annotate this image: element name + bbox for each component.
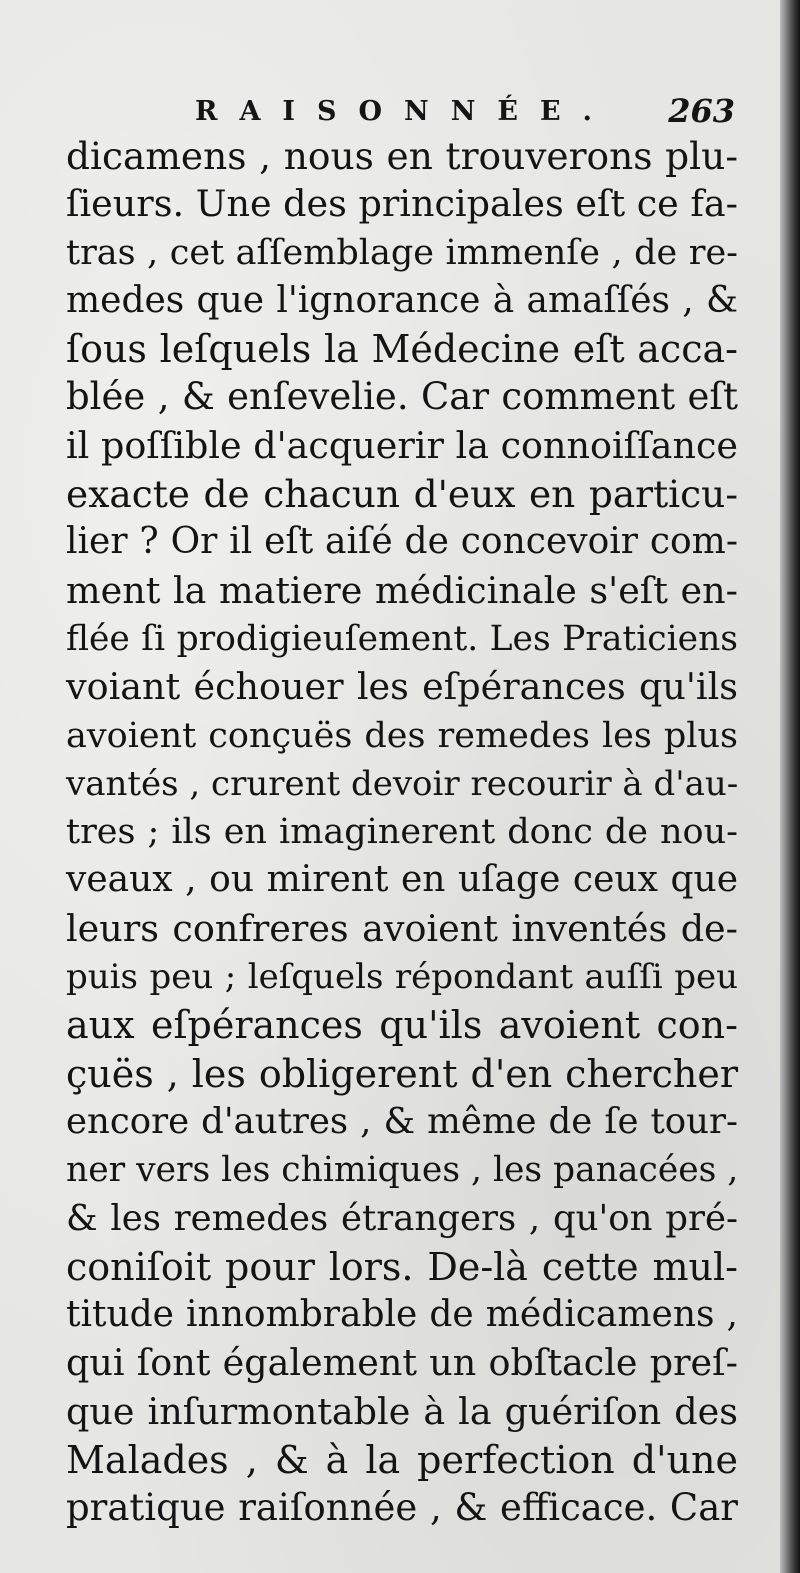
text-line: ner vers les chimiques , les panacées , [66,1150,739,1191]
text-line: exacte de chacun d'eux en particu- [66,472,738,517]
text-line: coniſoit pour lors. De-là cette mul- [66,1244,738,1289]
text-line: vantés , crurent devoir recourir à d'au- [66,763,739,804]
text-line: veaux , ou mirent en uſage ceux que [66,859,738,901]
text-line: que inſurmontable à la guériſon des [66,1389,738,1433]
body-text [66,132,738,1533]
text-line: voiant échouer les eſpérances qu'ils [66,665,738,709]
text-line: Malades , & à la perfection d'une [66,1438,738,1483]
text-line: lier ? Or il eſt aiſé de concevoir com- [66,521,738,563]
text-line: il poſſible d'acquerir la connoiſſance [66,423,738,467]
text-line: titude innombrable de médicamens , [66,1294,738,1336]
page-edge-shadow [780,0,800,1573]
text-line: leurs confreres avoient inventés de- [66,906,738,950]
text-line: dicamens , nous en trouverons plu- [66,134,738,178]
text-line: qui ſont également un obſtacle preſ- [66,1341,738,1385]
text-line: flée ſi prodigieuſement. Les Praticiens [66,618,738,659]
text-line: ſieurs. Une des principales eſt ce fa- [66,182,738,226]
text-line: puis peu ; leſquels répondant auſſi peu [66,957,738,998]
text-line: pratique raiſonnée , & efficace. Car [66,1486,738,1530]
page-header [195,92,735,132]
text-line: blée , & enſevelie. Car comment eſt [66,375,738,419]
text-line: ment la matiere médicinale s'eſt en- [66,568,738,612]
text-line: tras , cet aſſemblage immenſe , de re- [66,232,738,273]
text-line: aux eſpérances qu'ils avoient con- [66,1003,738,1048]
page-number: 263 [668,92,735,130]
text-line: tres ; ils en imaginerent donc de nou- [66,812,738,853]
text-line: ſous leſquels la Médecine eſt acca- [66,327,738,372]
running-head: RAISONNÉE. [195,96,614,127]
text-line: encore d'autres , & même de ſe tour- [66,1100,738,1142]
text-line: çuës , les obligerent d'en chercher [66,1051,738,1096]
text-line: medes que l'ignorance à amaſſés , & [66,279,738,321]
text-line: avoient conçuës des remedes les plus [66,715,738,756]
text-line: & les remedes étrangers , qu'on pré- [66,1197,738,1239]
